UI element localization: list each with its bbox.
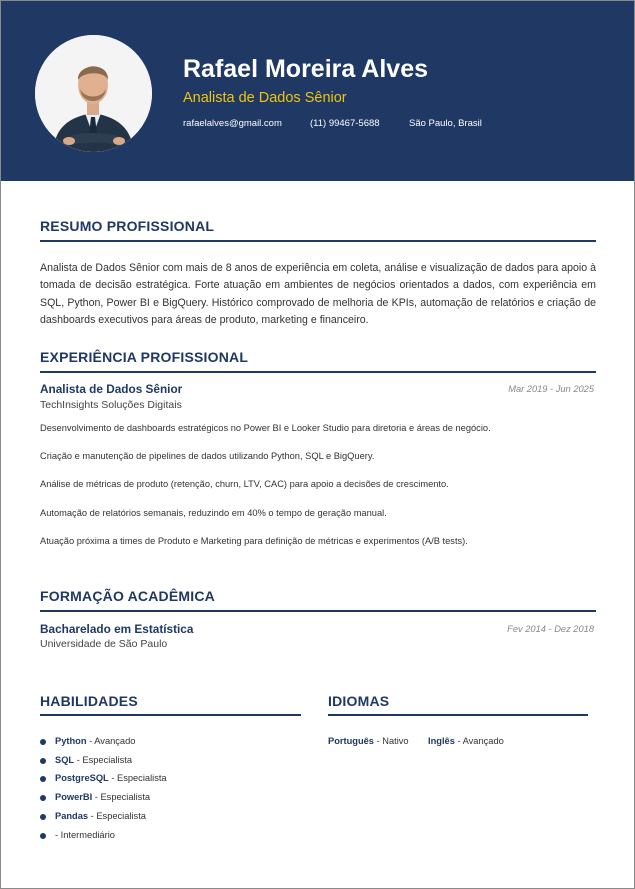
skill-item: PowerBI - Especialista [40,792,150,802]
summary-divider [40,240,596,242]
language-item: Português - Nativo [328,736,409,746]
languages-divider [328,714,588,716]
avatar [35,35,152,152]
job-item: Desenvolvimento de dashboards estratégicos no Power BI e Looker Studio para diretoria e áreas de negócio. [40,423,491,433]
bullet-icon [40,795,46,801]
bullet-icon [40,739,46,745]
education-heading: FORMAÇÃO ACADÊMICA [40,588,215,604]
email-text[interactable]: rafaelalves@gmail.com [183,118,282,129]
education-dates: Fev 2014 - Dez 2018 [507,624,594,634]
skill-item: PostgreSQL - Especialista [40,773,167,783]
skill-item: SQL - Especialista [40,755,132,765]
skill-item: - Intermediário [40,830,115,840]
summary-heading: RESUMO PROFISSIONAL [40,218,215,234]
bullet-icon [40,814,46,820]
job-item: Atuação próxima a times de Produto e Marketing para definição de métricas e experimentos (A/B tests). [40,536,468,546]
skill-item: Python - Avançado [40,736,135,746]
bullet-icon [40,776,46,782]
candidate-name: Rafael Moreira Alves [183,55,429,83]
job-item: Criação e manutenção de pipelines de dados utilizando Python, SQL e BigQuery. [40,451,375,461]
bullet-icon [40,758,46,764]
skills-heading: HABILIDADES [40,693,138,709]
candidate-role: Analista de Dados Sênior [183,90,347,106]
location-text: São Paulo, Brasil [409,118,482,129]
profile-photo [35,35,152,152]
bullet-icon [40,833,46,839]
skills-divider [40,714,301,716]
job-item: Análise de métricas de produto (retenção, churn, LTV, CAC) para apoio a decisões de crescimento. [40,479,449,489]
languages-heading: IDIOMAS [328,693,390,709]
experience-heading: EXPERIÊNCIA PROFISSIONAL [40,349,249,365]
skill-item: Pandas - Especialista [40,811,146,821]
school-name: Universidade de São Paulo [40,638,168,650]
job-title: Analista de Dados Sênior [40,382,183,396]
experience-divider [40,371,596,373]
header-banner [1,1,634,181]
summary-text: Analista de Dados Sênior com mais de 8 anos de experiência em coleta, análise e visualização de dados para apoio à tomada de decisão estratégica. Forte atuação em ambientes de negócios orientados a dados, com experiência em SQL, Python, Power BI e BigQuery. Histórico comprovado de melhoria de KPIs, automação de relatórios e criação de dashboards executivos para áreas de produto, marketing e financeiro. [40,262,596,326]
education-divider [40,610,596,612]
job-dates: Mar 2019 - Jun 2025 [508,384,594,394]
phone-text: (11) 99467-5688 [310,118,380,129]
degree-title: Bacharelado em Estatística [40,622,194,636]
language-item: Inglês - Avançado [428,736,504,746]
job-item: Automação de relatórios semanais, reduzindo em 40% o tempo de geração manual. [40,508,387,518]
job-company: TechInsights Soluções Digitais [40,399,182,411]
